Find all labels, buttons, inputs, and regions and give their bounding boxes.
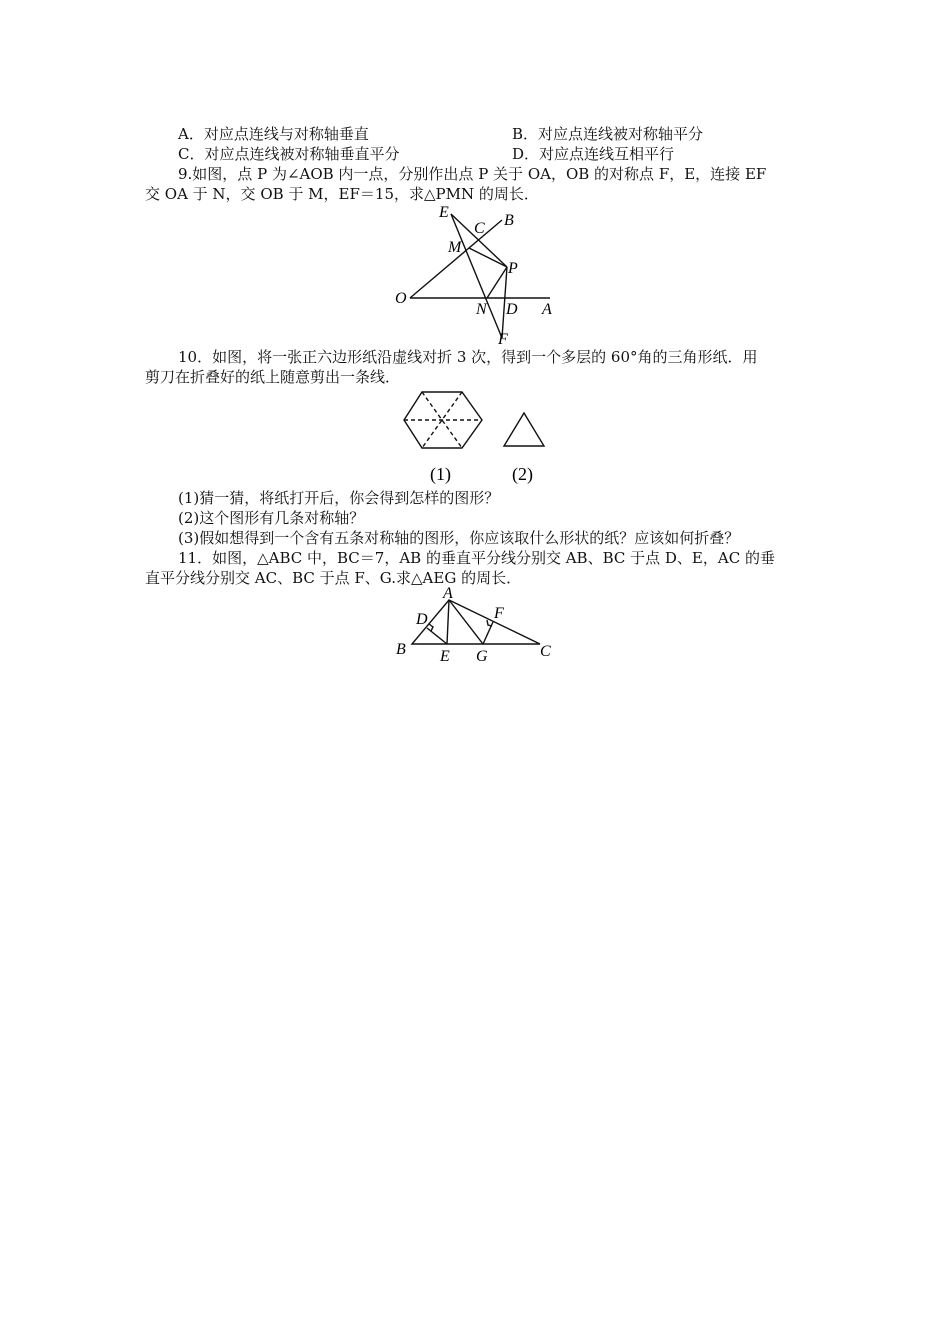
choice-a: A．对应点连线与对称轴垂直 — [178, 125, 369, 143]
choice-c: C．对应点连线被对称轴垂直平分 — [178, 145, 400, 163]
q10-sub2: (2)这个图形有几条对称轴？ — [178, 509, 365, 527]
q10-text-line2: 剪刀在折叠好的纸上随意剪出一条线． — [145, 368, 401, 386]
label-c: C — [474, 220, 485, 237]
q11-text-line1: 11．如图，△ABC 中，BC＝7，AB 的垂直平分线分别交 AB、BC 于点 D、E，AC 的垂 — [178, 549, 775, 567]
caption-2: (2) — [512, 464, 533, 484]
q9-figure — [390, 200, 570, 348]
label-e: E — [440, 648, 450, 664]
label-f: F — [494, 605, 504, 622]
perpendicular-de — [427, 628, 447, 644]
label-b: B — [396, 641, 406, 658]
q11-figure — [390, 584, 560, 664]
label-a: A — [542, 301, 552, 318]
q9-text-line2: 交 OA 于 N，交 OB 于 M，EF＝15，求△PMN 的周长． — [145, 185, 539, 203]
q10-sub1: (1)猜一猜，将纸打开后，你会得到怎样的图形？ — [178, 489, 500, 507]
label-n: N — [476, 301, 487, 318]
label-b: B — [504, 212, 514, 229]
label-d: D — [506, 301, 518, 318]
segment-pn — [487, 267, 507, 298]
segment-ag — [449, 600, 483, 644]
triangle-abc — [412, 600, 540, 644]
label-p: P — [508, 260, 518, 277]
label-f: F — [498, 331, 508, 348]
q9-text-line1: 9.如图，点 P 为∠AOB 内一点，分别作出点 P 关于 OA，OB 的对称点 F，E，连接 EF — [178, 165, 767, 183]
caption-1: (1) — [430, 464, 451, 484]
q10-figure — [400, 384, 560, 488]
label-c: C — [540, 643, 551, 660]
q10-sub3: (3)假如想得到一个含有五条对称轴的图形，你应该取什么形状的纸？应该如何折叠？ — [178, 529, 740, 547]
label-g: G — [476, 648, 488, 664]
segment-ae — [447, 600, 449, 644]
q10-text-line1: 10．如图，将一张正六边形纸沿虚线对折 3 次，得到一个多层的 60°角的三角形纸．用 — [178, 348, 758, 366]
ray-ob — [410, 220, 502, 298]
label-e: E — [439, 204, 449, 221]
label-m: M — [448, 239, 462, 256]
label-d: D — [416, 611, 428, 628]
label-o: O — [395, 290, 407, 307]
choice-b: B．对应点连线被对称轴平分 — [512, 125, 704, 143]
triangle-shape — [504, 413, 544, 446]
q11-text-line2: 直平分线分别交 AC、BC 于点 F、G.求△AEG 的周长． — [145, 569, 522, 587]
segment-pm — [469, 248, 507, 267]
choice-d: D．对应点连线互相平行 — [512, 145, 675, 163]
label-a: A — [443, 585, 453, 602]
